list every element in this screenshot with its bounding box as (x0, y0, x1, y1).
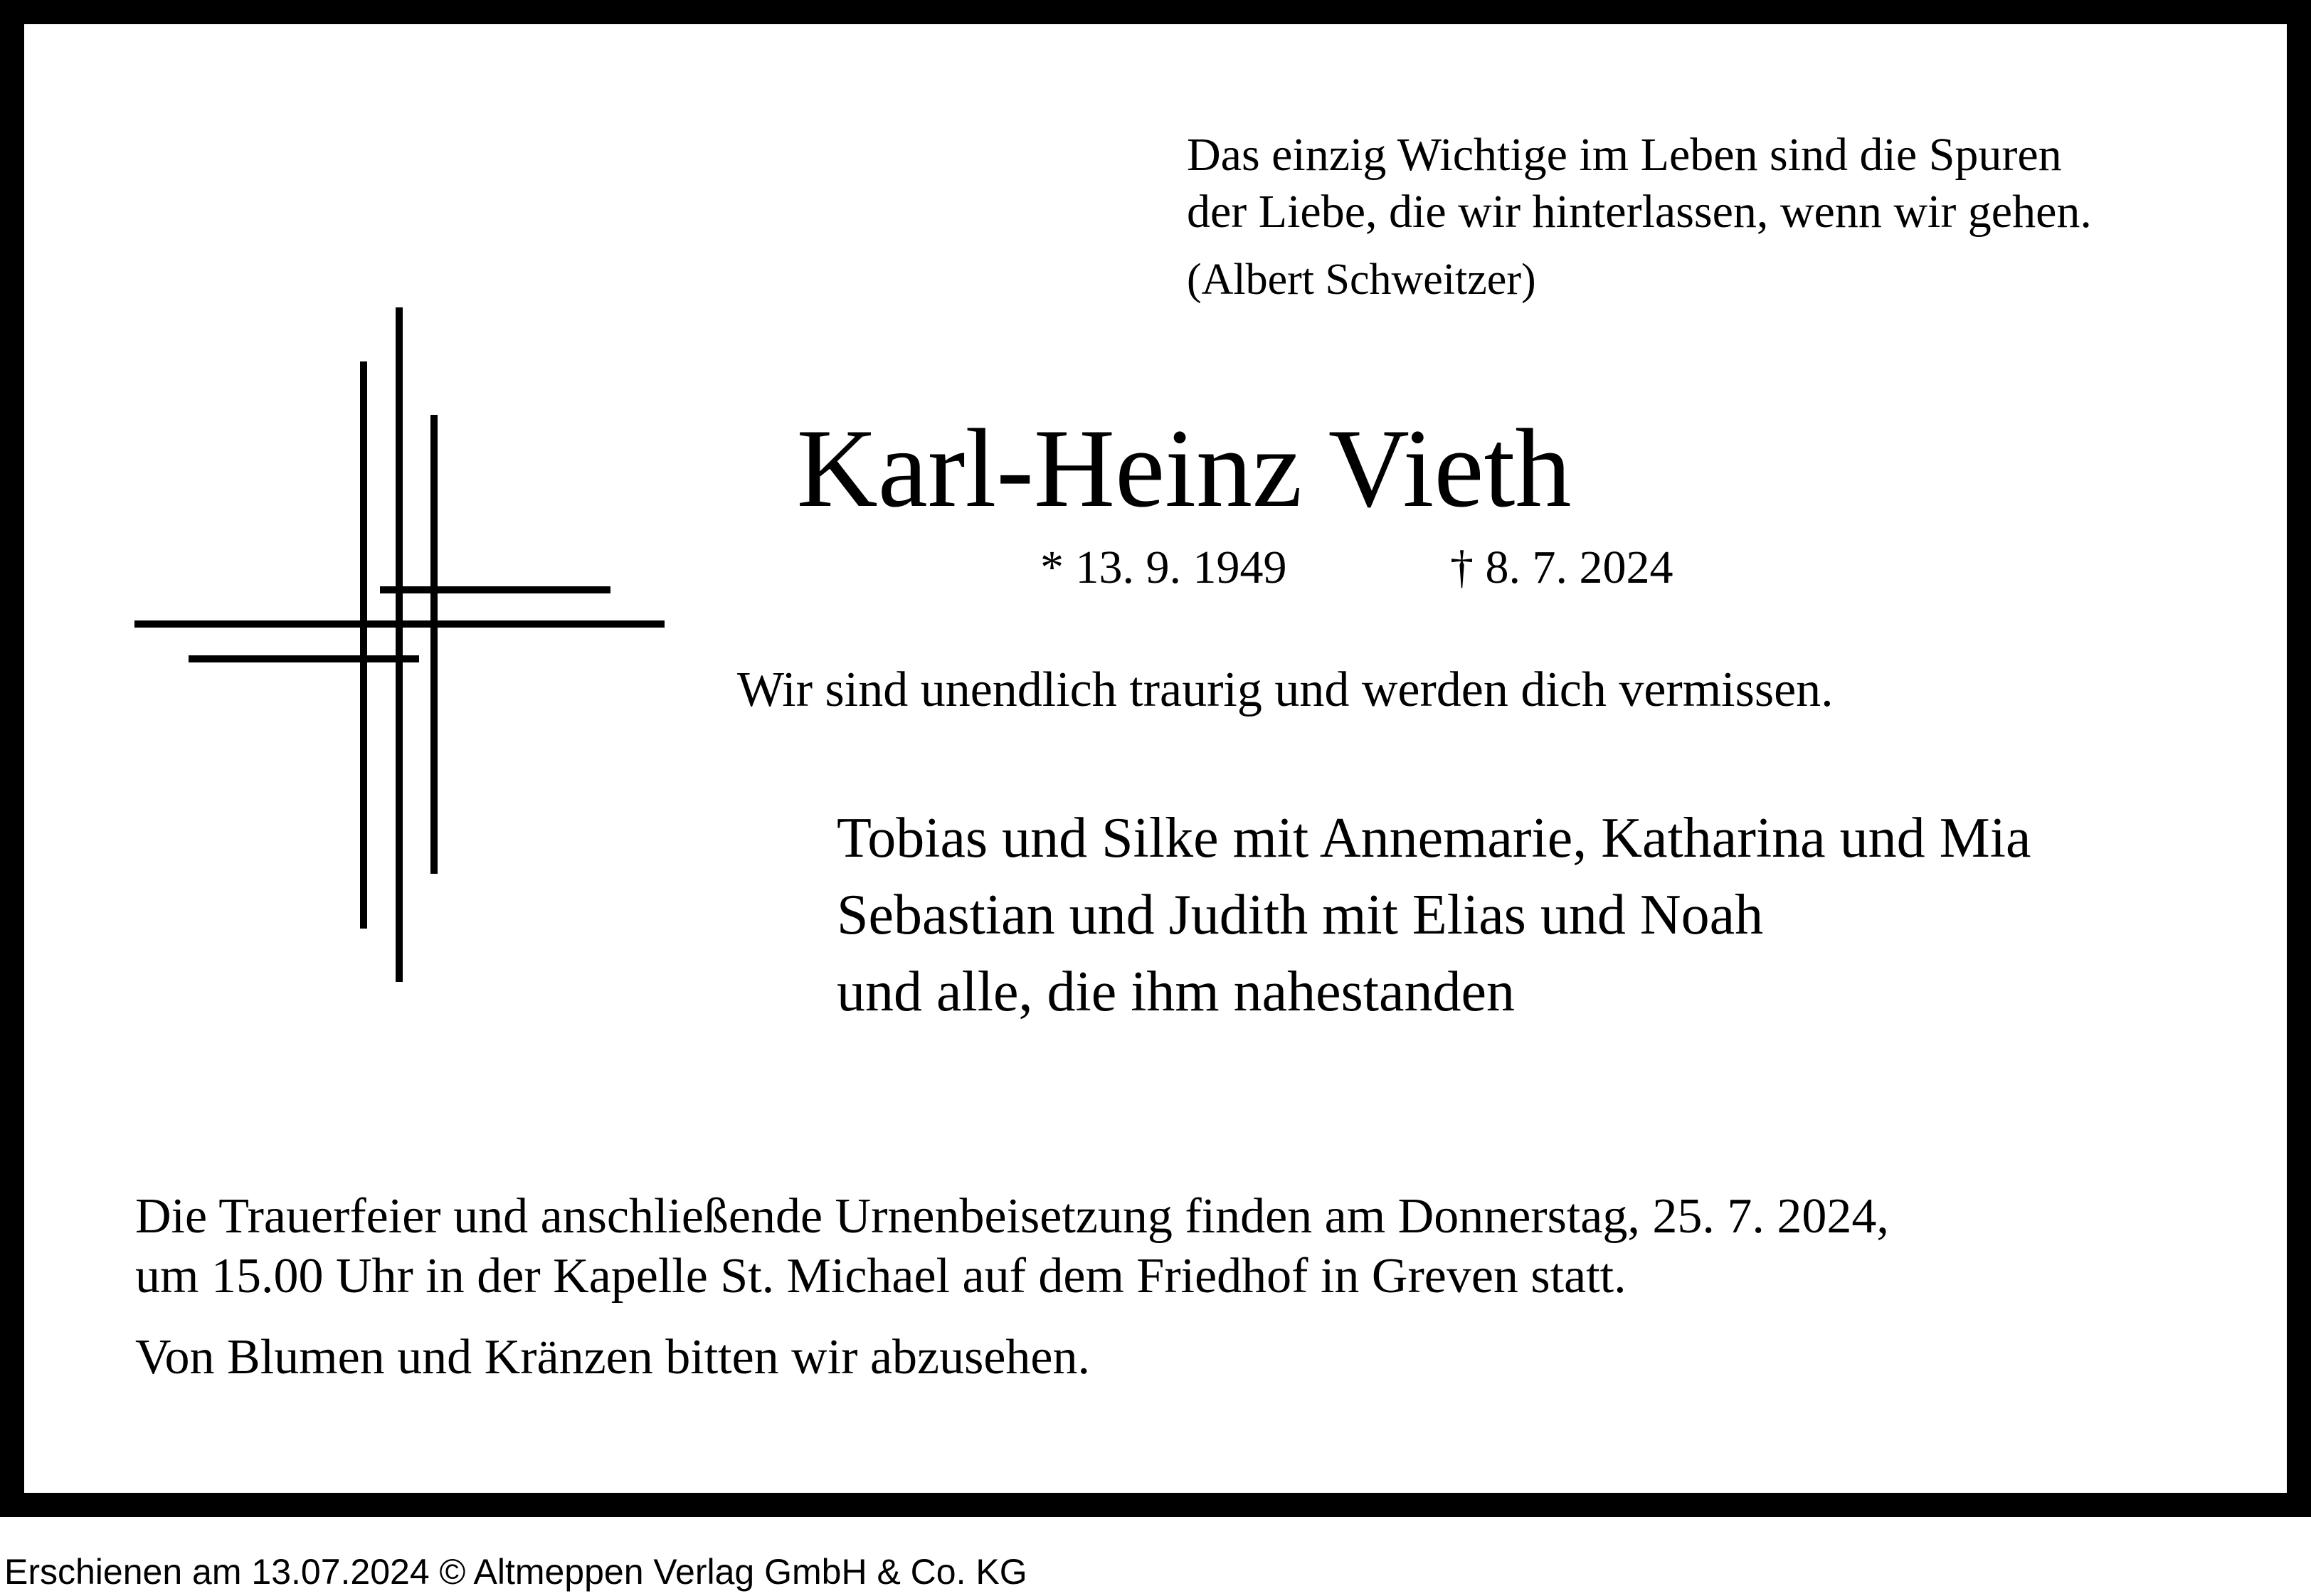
quote-author: (Albert Schweitzer) (1187, 255, 1536, 304)
mourner-line: Tobias und Silke mit Annemarie, Katharina und Mia (837, 807, 2031, 870)
flowers-note: Von Blumen und Kränzen bitten wir abzusehen. (135, 1330, 1090, 1385)
sentiment-text: Wir sind unendlich traurig und werden dich vermissen. (737, 662, 1834, 717)
mourner-line: Sebastian und Judith mit Elias und Noah (837, 884, 1764, 946)
mourners-list (837, 800, 2031, 1030)
service-line-1: Die Trauerfeier und anschließende Urnenbeisetzung finden am Donnerstag, 25. 7. 2024, (135, 1189, 1889, 1244)
quote-line-1: Das einzig Wichtige im Leben sind die Spuren (1187, 129, 2062, 181)
birth-date: * 13. 9. 1949 (1040, 541, 1287, 593)
quote-line-2: der Liebe, die wir hinterlassen, wenn wir gehen. (1187, 186, 2092, 238)
service-line-2: um 15.00 Uhr in der Kapelle St. Michael auf dem Friedhof in Greven statt. (135, 1249, 1627, 1304)
mourner-line: und alle, die ihm nahestanden (837, 961, 1516, 1023)
publication-footer: Erschienen am 13.07.2024 © Altmeppen Verlag GmbH & Co. KG (4, 1552, 1027, 1592)
deceased-name: Karl-Heinz Vieth (796, 406, 1572, 531)
service-info (135, 1187, 1889, 1306)
death-date: † 8. 7. 2024 (1450, 541, 1673, 593)
